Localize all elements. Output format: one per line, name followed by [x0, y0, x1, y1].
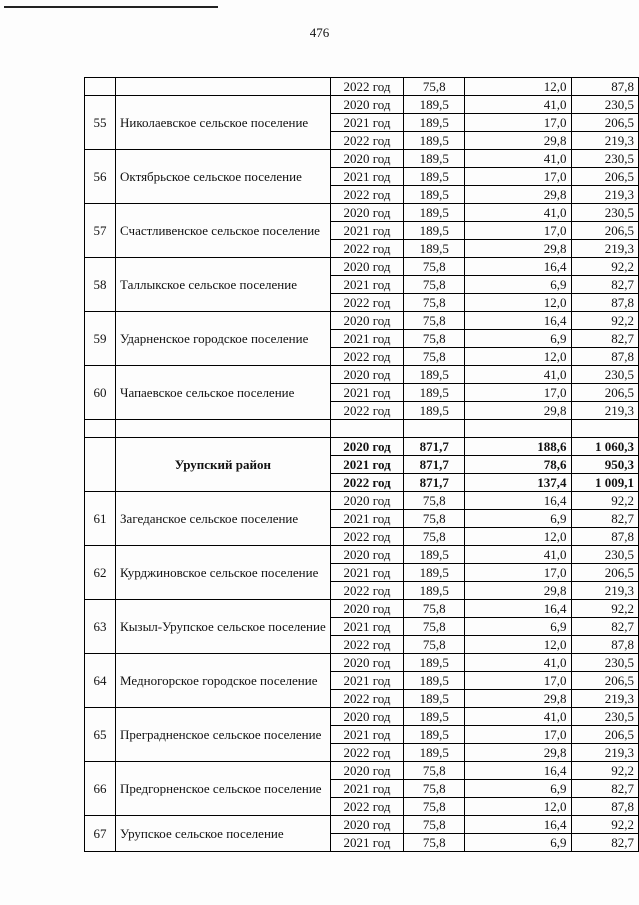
year-cell: 2021 год [330, 618, 404, 636]
settlement-name: Предгорненское сельское поселение [116, 762, 331, 816]
settlement-name: Кызыл-Урупское сельское поселение [116, 600, 331, 654]
value-cell: 41,0 [465, 366, 571, 384]
page-number: 476 [309, 25, 330, 40]
row-number: 61 [85, 492, 116, 546]
value-cell: 12,0 [465, 528, 571, 546]
value-cell: 189,5 [404, 690, 465, 708]
value-cell: 16,4 [465, 492, 571, 510]
value-cell: 75,8 [404, 762, 465, 780]
value-cell: 29,8 [465, 240, 571, 258]
value-cell: 188,6 [465, 438, 571, 456]
total-cell: 82,7 [571, 276, 639, 294]
year-cell: 2022 год [330, 690, 404, 708]
value-cell: 6,9 [465, 330, 571, 348]
value-cell: 41,0 [465, 150, 571, 168]
year-cell: 2022 год [330, 744, 404, 762]
total-cell: 219,3 [571, 744, 639, 762]
value-cell: 17,0 [465, 564, 571, 582]
total-cell: 219,3 [571, 240, 639, 258]
value-cell: 75,8 [404, 780, 465, 798]
value-cell: 41,0 [465, 708, 571, 726]
value-cell: 17,0 [465, 168, 571, 186]
value-cell: 189,5 [404, 222, 465, 240]
table-row [85, 546, 639, 564]
value-cell: 17,0 [465, 726, 571, 744]
year-cell: 2022 год [330, 582, 404, 600]
total-cell: 92,2 [571, 312, 639, 330]
value-cell: 75,8 [404, 834, 465, 852]
total-cell: 206,5 [571, 672, 639, 690]
year-cell: 2022 год [330, 402, 404, 420]
value-cell: 16,4 [465, 762, 571, 780]
value-cell: 189,5 [404, 654, 465, 672]
row-number: 60 [85, 366, 116, 420]
settlement-name: Загеданское сельское поселение [116, 492, 331, 546]
settlement-name: Ударненское городское поселение [116, 312, 331, 366]
value-cell: 6,9 [465, 618, 571, 636]
value-cell: 189,5 [404, 672, 465, 690]
total-cell: 206,5 [571, 114, 639, 132]
total-cell: 206,5 [571, 384, 639, 402]
table-row [85, 366, 639, 384]
settlement-name: Курджиновское сельское поселение [116, 546, 331, 600]
year-cell: 2021 год [330, 456, 404, 474]
budget-table [84, 77, 639, 852]
value-cell: 75,8 [404, 816, 465, 834]
year-cell: 2020 год [330, 708, 404, 726]
value-cell: 189,5 [404, 186, 465, 204]
value-cell: 75,8 [404, 798, 465, 816]
total-cell: 230,5 [571, 96, 639, 114]
value-cell: 12,0 [465, 348, 571, 366]
value-cell: 75,8 [404, 312, 465, 330]
total-cell: 87,8 [571, 636, 639, 654]
value-cell: 6,9 [465, 834, 571, 852]
settlement-name: Таллыкское сельское поселение [116, 258, 331, 312]
row-number: 55 [85, 96, 116, 150]
year-cell: 2021 год [330, 834, 404, 852]
value-cell: 189,5 [404, 744, 465, 762]
table-row [85, 150, 639, 168]
total-cell: 1 060,3 [571, 438, 639, 456]
year-cell: 2020 год [330, 96, 404, 114]
table-row [85, 600, 639, 618]
row-number: 62 [85, 546, 116, 600]
value-cell: 189,5 [404, 114, 465, 132]
blank-row [85, 420, 639, 438]
settlement-name: Медногорское городское поселение [116, 654, 331, 708]
year-cell: 2022 год [330, 798, 404, 816]
value-cell: 6,9 [465, 780, 571, 798]
total-cell: 219,3 [571, 582, 639, 600]
total-cell: 92,2 [571, 762, 639, 780]
value-cell: 12,0 [465, 798, 571, 816]
value-cell: 189,5 [404, 708, 465, 726]
value-cell: 189,5 [404, 402, 465, 420]
total-cell: 1 009,1 [571, 474, 639, 492]
value-cell: 29,8 [465, 744, 571, 762]
value-cell: 75,8 [404, 294, 465, 312]
total-cell: 87,8 [571, 798, 639, 816]
total-cell: 219,3 [571, 186, 639, 204]
total-cell: 206,5 [571, 168, 639, 186]
table-row [85, 762, 639, 780]
row-number: 63 [85, 600, 116, 654]
table-row [85, 492, 639, 510]
value-cell: 6,9 [465, 276, 571, 294]
value-cell: 75,8 [404, 258, 465, 276]
value-cell: 17,0 [465, 384, 571, 402]
value-cell: 75,8 [404, 492, 465, 510]
value-cell: 41,0 [465, 204, 571, 222]
total-cell: 230,5 [571, 654, 639, 672]
value-cell: 189,5 [404, 366, 465, 384]
value-cell: 189,5 [404, 96, 465, 114]
total-cell: 230,5 [571, 546, 639, 564]
year-cell: 2021 год [330, 510, 404, 528]
total-cell: 230,5 [571, 366, 639, 384]
empty-cell [465, 420, 571, 438]
total-cell: 206,5 [571, 726, 639, 744]
table-row [85, 708, 639, 726]
empty-cell [116, 420, 331, 438]
year-cell: 2020 год [330, 492, 404, 510]
year-cell: 2022 год [330, 294, 404, 312]
year-cell: 2021 год [330, 384, 404, 402]
table-row [85, 258, 639, 276]
empty-cell [85, 420, 116, 438]
settlement-name [116, 78, 331, 96]
value-cell: 189,5 [404, 564, 465, 582]
table-row [85, 654, 639, 672]
empty-cell [571, 420, 639, 438]
total-cell: 87,8 [571, 78, 639, 96]
year-cell: 2020 год [330, 312, 404, 330]
year-cell: 2020 год [330, 150, 404, 168]
value-cell: 189,5 [404, 582, 465, 600]
total-cell: 87,8 [571, 294, 639, 312]
empty-cell [404, 420, 465, 438]
value-cell: 75,8 [404, 600, 465, 618]
value-cell: 75,8 [404, 78, 465, 96]
total-cell: 82,7 [571, 834, 639, 852]
total-cell: 230,5 [571, 204, 639, 222]
total-cell: 206,5 [571, 222, 639, 240]
year-cell: 2020 год [330, 366, 404, 384]
year-cell: 2021 год [330, 780, 404, 798]
table-row [85, 204, 639, 222]
value-cell: 17,0 [465, 672, 571, 690]
row-number: 56 [85, 150, 116, 204]
total-cell: 92,2 [571, 600, 639, 618]
year-cell: 2022 год [330, 78, 404, 96]
table-row [85, 816, 639, 834]
year-cell: 2022 год [330, 240, 404, 258]
value-cell: 41,0 [465, 654, 571, 672]
value-cell: 12,0 [465, 294, 571, 312]
year-cell: 2020 год [330, 816, 404, 834]
total-cell: 219,3 [571, 132, 639, 150]
district-name: Урупский район [116, 438, 331, 492]
row-number [85, 78, 116, 96]
table-row [85, 312, 639, 330]
value-cell: 12,0 [465, 636, 571, 654]
value-cell: 78,6 [465, 456, 571, 474]
value-cell: 189,5 [404, 384, 465, 402]
value-cell: 29,8 [465, 186, 571, 204]
settlement-name: Октябрьское сельское поселение [116, 150, 331, 204]
year-cell: 2021 год [330, 330, 404, 348]
settlement-name: Преградненское сельское поселение [116, 708, 331, 762]
year-cell: 2021 год [330, 672, 404, 690]
settlement-name: Чапаевское сельское поселение [116, 366, 331, 420]
year-cell: 2022 год [330, 348, 404, 366]
value-cell: 137,4 [465, 474, 571, 492]
year-cell: 2020 год [330, 546, 404, 564]
value-cell: 29,8 [465, 582, 571, 600]
total-cell: 92,2 [571, 258, 639, 276]
total-cell: 82,7 [571, 618, 639, 636]
total-cell: 219,3 [571, 402, 639, 420]
value-cell: 871,7 [404, 474, 465, 492]
value-cell: 16,4 [465, 816, 571, 834]
row-number: 65 [85, 708, 116, 762]
value-cell: 189,5 [404, 726, 465, 744]
year-cell: 2020 год [330, 762, 404, 780]
value-cell: 75,8 [404, 528, 465, 546]
value-cell: 29,8 [465, 132, 571, 150]
value-cell: 41,0 [465, 96, 571, 114]
total-cell: 219,3 [571, 690, 639, 708]
value-cell: 189,5 [404, 204, 465, 222]
total-cell: 82,7 [571, 780, 639, 798]
empty-cell [330, 420, 404, 438]
year-cell: 2022 год [330, 186, 404, 204]
total-cell: 206,5 [571, 564, 639, 582]
value-cell: 16,4 [465, 312, 571, 330]
row-number: 64 [85, 654, 116, 708]
top-rule [4, 6, 218, 8]
row-number [85, 438, 116, 492]
row-number: 58 [85, 258, 116, 312]
total-cell: 92,2 [571, 492, 639, 510]
row-number: 67 [85, 816, 116, 852]
year-cell: 2021 год [330, 222, 404, 240]
total-cell: 87,8 [571, 348, 639, 366]
value-cell: 75,8 [404, 276, 465, 294]
value-cell: 75,8 [404, 618, 465, 636]
value-cell: 189,5 [404, 150, 465, 168]
value-cell: 75,8 [404, 510, 465, 528]
total-cell: 230,5 [571, 708, 639, 726]
value-cell: 41,0 [465, 546, 571, 564]
year-cell: 2020 год [330, 204, 404, 222]
row-number: 66 [85, 762, 116, 816]
value-cell: 871,7 [404, 438, 465, 456]
total-cell: 82,7 [571, 330, 639, 348]
year-cell: 2022 год [330, 636, 404, 654]
total-cell: 92,2 [571, 816, 639, 834]
value-cell: 75,8 [404, 348, 465, 366]
year-cell: 2021 год [330, 564, 404, 582]
year-cell: 2022 год [330, 132, 404, 150]
table-row [85, 78, 639, 96]
total-cell: 82,7 [571, 510, 639, 528]
settlement-name: Урупское сельское поселение [116, 816, 331, 852]
value-cell: 17,0 [465, 222, 571, 240]
value-cell: 189,5 [404, 168, 465, 186]
row-number: 59 [85, 312, 116, 366]
year-cell: 2021 год [330, 168, 404, 186]
value-cell: 189,5 [404, 132, 465, 150]
year-cell: 2020 год [330, 654, 404, 672]
total-cell: 230,5 [571, 150, 639, 168]
value-cell: 29,8 [465, 402, 571, 420]
year-cell: 2021 год [330, 726, 404, 744]
year-cell: 2022 год [330, 474, 404, 492]
year-cell: 2022 год [330, 528, 404, 546]
value-cell: 16,4 [465, 600, 571, 618]
value-cell: 29,8 [465, 690, 571, 708]
value-cell: 6,9 [465, 510, 571, 528]
row-number: 57 [85, 204, 116, 258]
total-cell: 950,3 [571, 456, 639, 474]
year-cell: 2020 год [330, 600, 404, 618]
value-cell: 16,4 [465, 258, 571, 276]
table-row [85, 96, 639, 114]
year-cell: 2021 год [330, 114, 404, 132]
settlement-name: Николаевское сельское поселение [116, 96, 331, 150]
value-cell: 17,0 [465, 114, 571, 132]
value-cell: 12,0 [465, 78, 571, 96]
settlement-name: Счастливенское сельское поселение [116, 204, 331, 258]
total-cell: 87,8 [571, 528, 639, 546]
year-cell: 2020 год [330, 258, 404, 276]
year-cell: 2021 год [330, 276, 404, 294]
district-row [85, 438, 639, 456]
value-cell: 75,8 [404, 636, 465, 654]
year-cell: 2020 год [330, 438, 404, 456]
value-cell: 871,7 [404, 456, 465, 474]
value-cell: 75,8 [404, 330, 465, 348]
value-cell: 189,5 [404, 240, 465, 258]
value-cell: 189,5 [404, 546, 465, 564]
